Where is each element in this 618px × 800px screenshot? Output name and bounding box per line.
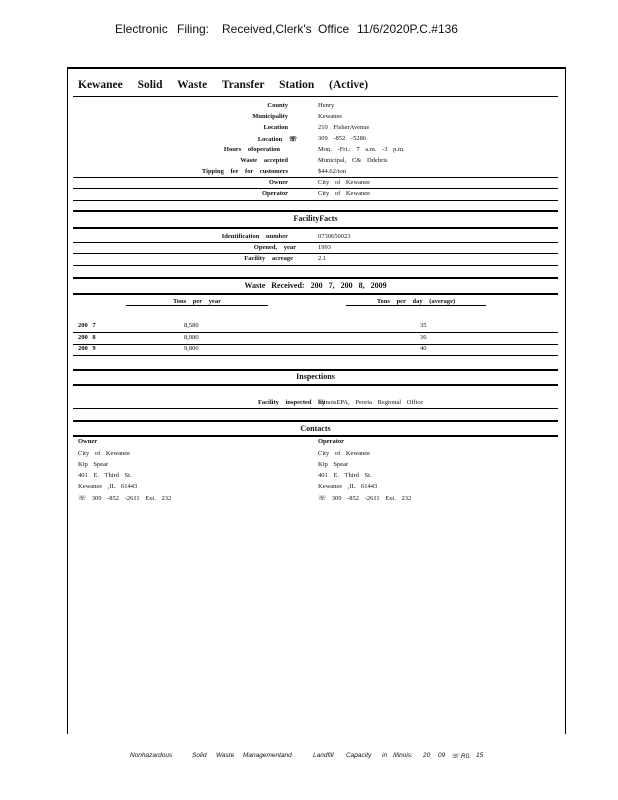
field-label: Facility acreage — [244, 255, 293, 262]
field-label: Municipality — [252, 113, 288, 120]
section-rule — [73, 435, 558, 437]
field-value: IllinoisEPA, Peoria Regional Office — [318, 399, 424, 406]
field-value: 1993 — [318, 244, 331, 251]
field-value: City of Kewanee — [318, 179, 371, 186]
contacts-heading: Contacts — [300, 424, 331, 433]
stamp-word: 11/6/2020P.C.#136 — [357, 22, 458, 36]
field-value: Henry — [318, 102, 335, 109]
tpy-cell: 8,980 — [184, 334, 199, 341]
tpy-cell: 9,800 — [184, 345, 199, 352]
field-label: Waste accepted — [240, 157, 288, 164]
field-value: Kewanee — [318, 113, 343, 120]
operator-line: City of Kewanee — [318, 450, 371, 457]
tpd-cell: 40 — [420, 345, 427, 352]
col-tons-per-year: Tons per year — [126, 298, 268, 306]
divider — [73, 355, 558, 356]
field-value: 2.1 — [318, 255, 327, 262]
inspections-heading: Inspections — [296, 372, 335, 381]
stamp-word: Filing: — [177, 22, 210, 36]
stamp-word: Received,Clerk's — [222, 22, 312, 36]
owner-line: Kip Spear — [78, 461, 109, 468]
divider — [73, 96, 558, 97]
owner-line: ☏ 309 -852 -2611 Ext. 232 — [78, 495, 172, 502]
section-rule — [73, 384, 558, 386]
footer-word: Capacity — [346, 752, 372, 759]
footer-word: in — [382, 752, 388, 759]
field-label: Facility inspected by — [257, 399, 325, 406]
owner-line: 401 E. Third St. — [78, 472, 132, 479]
section-rule — [73, 369, 558, 371]
footer-word: Solid — [192, 752, 207, 759]
owner-line: City of Kewanee — [78, 450, 131, 457]
field-value: Mon. -Fri.: 7 a.m. -3 p.m. — [318, 146, 405, 153]
stamp-word: Office — [318, 22, 350, 36]
field-value: Municipal, C& Ddebris — [318, 157, 388, 164]
footer-word: Nonhazardous — [130, 752, 173, 759]
operator-line: ☏ 309 -852 -2611 Ext. 232 — [318, 495, 412, 502]
field-label: County — [267, 102, 288, 109]
field-label: Location ☏ — [257, 136, 297, 143]
stamp-word: Electronic — [115, 22, 168, 36]
field-label: Opened, year — [253, 244, 296, 251]
field-value: 0730650023 — [318, 233, 351, 240]
waste-heading: Waste Received: 200 7, 200 8, 2009 — [244, 281, 387, 290]
operator-heading: Operator — [318, 438, 344, 445]
tpd-cell: 36 — [420, 334, 427, 341]
owner-line: Kewanee ,IL 61443 — [78, 483, 138, 490]
footer-word: 09 — [438, 752, 446, 759]
field-value: 309 -852 -5286 — [318, 135, 367, 142]
facility-title: Kewanee Solid Waste Transfer Station (Active) — [78, 79, 369, 91]
divider — [73, 177, 558, 178]
field-label: Identification number — [221, 233, 288, 240]
divider — [73, 265, 558, 266]
operator-line: Kewanee ,IL 61443 — [318, 483, 378, 490]
section-rule — [73, 420, 558, 422]
divider — [73, 253, 558, 254]
year-cell: 200 9 — [78, 345, 96, 352]
tpd-cell: 35 — [420, 322, 427, 329]
operator-line: Kip Spear — [318, 461, 349, 468]
section-rule — [73, 210, 558, 212]
footer-word: Illinois: — [393, 752, 413, 759]
footer-word: Managementand — [243, 752, 292, 759]
field-label: Location — [263, 124, 288, 131]
owner-heading: Owner — [78, 438, 98, 445]
document-frame — [67, 67, 566, 734]
footer-word: 15 — [476, 752, 484, 759]
year-cell: 200 8 — [78, 334, 96, 341]
tpy-cell: 8,580 — [184, 322, 199, 329]
divider — [73, 242, 558, 243]
operator-line: 401 E. Third St. — [318, 472, 372, 479]
field-value: 210 FisherAvenue — [318, 124, 370, 131]
section-rule — [73, 227, 558, 229]
divider — [73, 344, 558, 345]
field-label: Hours ofoperation — [223, 146, 280, 153]
col-tons-per-day: Tons per day (average) — [346, 298, 486, 306]
year-cell: 200 7 — [78, 322, 96, 329]
footer-word: Waste — [216, 752, 235, 759]
section-rule — [73, 277, 558, 279]
field-label: Tipping fee for customers — [201, 168, 288, 175]
divider — [73, 200, 558, 201]
field-label: Operator — [262, 190, 288, 197]
footer-word: ☏ R0. — [451, 753, 472, 760]
facts-heading: FacilityFacts — [293, 214, 338, 223]
field-value: $44.62/ton — [318, 168, 346, 175]
section-rule — [73, 293, 558, 295]
divider — [73, 332, 558, 333]
divider — [73, 188, 558, 189]
footer-word: 20 — [423, 752, 431, 759]
divider — [73, 408, 558, 409]
footer-word: Landfill — [313, 752, 334, 759]
field-value: City of Kewanee — [318, 190, 371, 197]
field-label: Owner — [268, 179, 288, 186]
